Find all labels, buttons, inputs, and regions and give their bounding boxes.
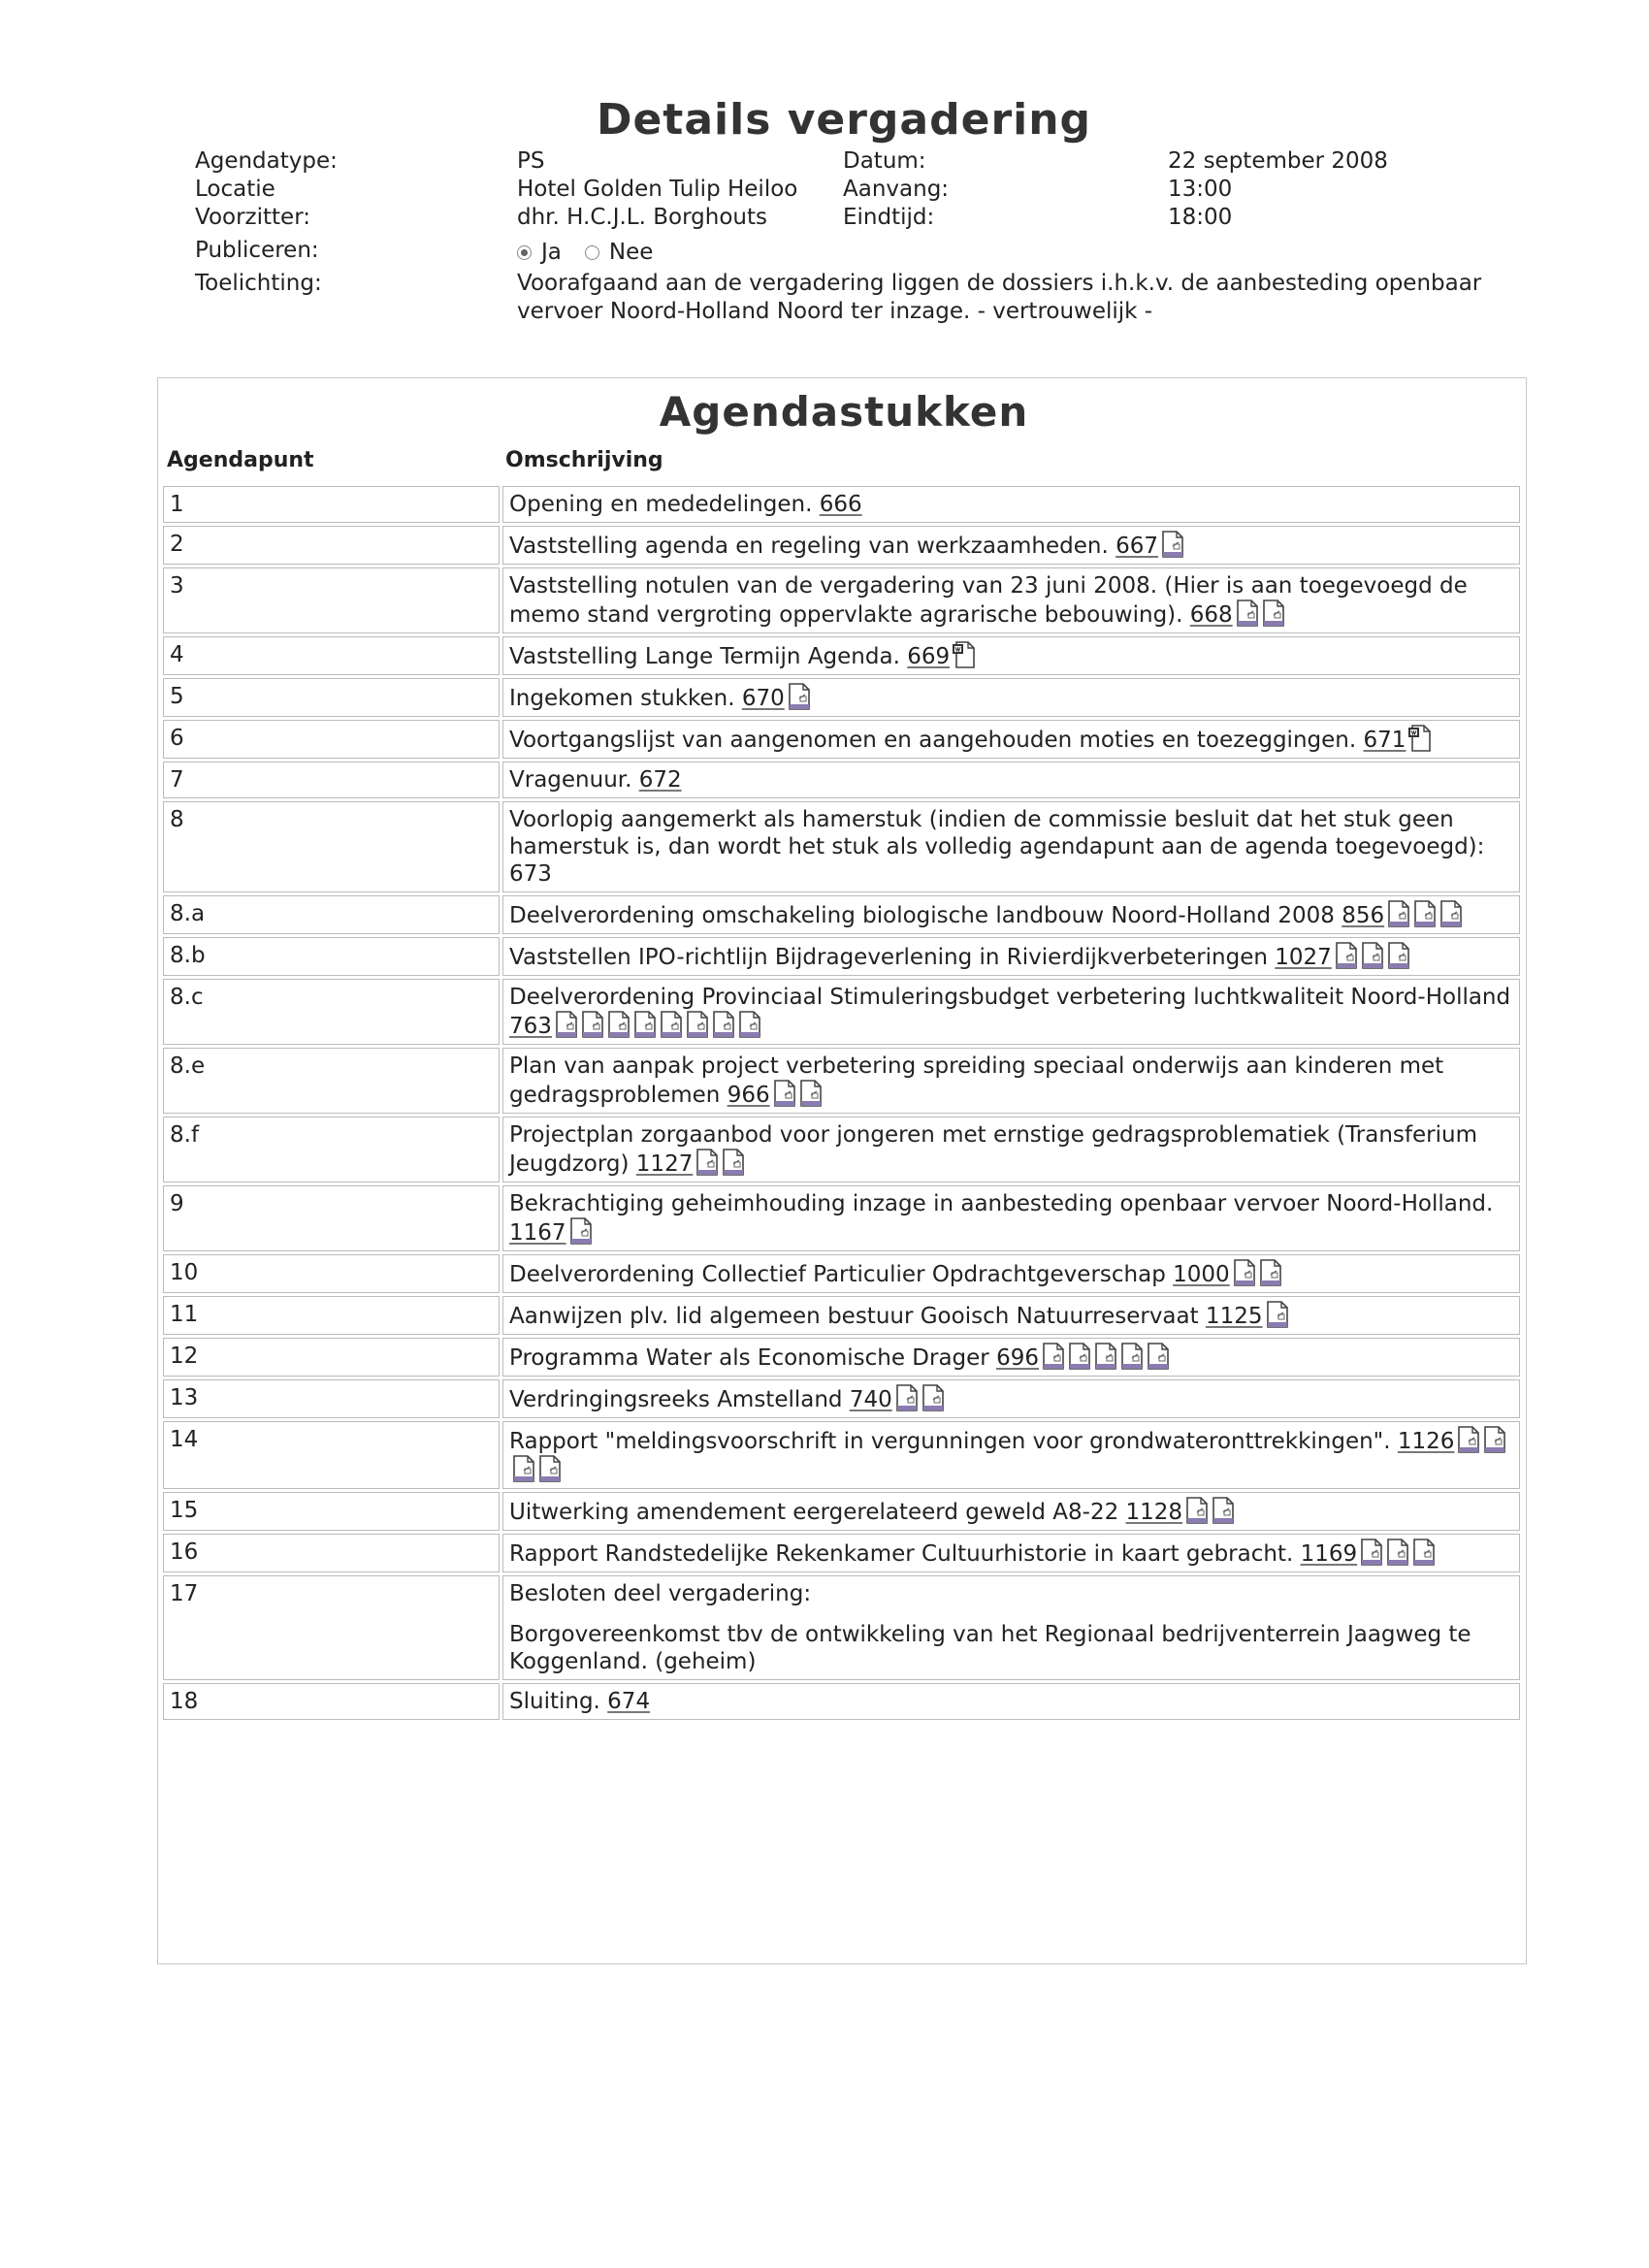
agenda-item-description [502, 526, 1520, 565]
agenda-item-link[interactable]: 1169 [1300, 1541, 1358, 1567]
agenda-item-number: 13 [163, 1379, 500, 1418]
agendatype-label: Agendatype: [195, 148, 338, 174]
pdf-document-icon[interactable] [1335, 942, 1358, 969]
agenda-item-number: 1 [163, 486, 500, 523]
table-row [163, 1185, 1520, 1251]
table-row [163, 526, 1520, 565]
table-row [163, 1492, 1520, 1531]
pdf-document-icon[interactable] [538, 1455, 562, 1482]
column-header-omschrijving: Omschrijving [505, 448, 663, 472]
agenda-item-text: Rapport Randstedelijke Rekenkamer Cultuurhistorie in kaart gebracht. [509, 1541, 1294, 1567]
agenda-item-description [502, 1534, 1520, 1572]
agenda-item-link[interactable]: 670 [741, 686, 785, 711]
agenda-item-link[interactable]: 666 [819, 492, 862, 517]
pdf-document-icon[interactable] [1412, 1539, 1436, 1566]
agenda-item-description [502, 1117, 1520, 1183]
agenda-item-text: Deelverordening Provinciaal Stimuleringsbudget verbetering luchtkwaliteit Noord-Holland [509, 985, 1511, 1010]
agenda-item-number: 5 [163, 678, 500, 717]
agenda-item-description [502, 567, 1520, 633]
publiceren-label: Publiceren: [195, 238, 319, 263]
table-row [163, 486, 1520, 523]
agenda-item-text: Besloten deel vergadering: [509, 1581, 812, 1606]
pdf-document-icon[interactable] [1386, 1539, 1409, 1566]
pdf-document-icon[interactable] [686, 1011, 709, 1038]
toelichting-label: Toelichting: [195, 271, 322, 296]
agenda-item-link[interactable]: 668 [1189, 602, 1233, 628]
pdf-document-icon[interactable] [569, 1217, 593, 1245]
agenda-item-description [502, 761, 1520, 798]
agenda-item-description [502, 979, 1520, 1045]
table-row [163, 1338, 1520, 1377]
agenda-item-number: 8.f [163, 1117, 500, 1183]
agenda-item-text: Vaststellen IPO-richtlijn Bijdrageverlening in Rivierdijkverbeteringen [509, 945, 1268, 970]
pdf-document-icon[interactable] [1387, 900, 1410, 927]
agenda-item-number: 8 [163, 801, 500, 892]
eindtijd-label: Eindtijd: [843, 205, 935, 230]
table-row [163, 895, 1520, 934]
table-row [163, 636, 1520, 675]
agenda-item-number: 18 [163, 1683, 500, 1720]
agenda-item-link[interactable]: 667 [1116, 534, 1159, 559]
agenda-item-description [502, 1575, 1520, 1680]
pdf-document-icon[interactable] [1185, 1497, 1209, 1524]
agenda-item-number: 8.c [163, 979, 500, 1045]
agenda-item-number: 3 [163, 567, 500, 633]
agenda-item-number: 17 [163, 1575, 500, 1680]
table-row [163, 1117, 1520, 1183]
word-document-icon[interactable] [1408, 725, 1432, 752]
pdf-document-icon[interactable] [895, 1384, 919, 1411]
agenda-item-link: 673 [509, 861, 552, 887]
table-row [163, 720, 1520, 759]
pdf-document-icon[interactable] [773, 1080, 796, 1107]
agenda-item-description [502, 1338, 1520, 1377]
pdf-document-icon[interactable] [1387, 942, 1410, 969]
pdf-document-icon[interactable] [1233, 1259, 1256, 1286]
pdf-document-icon[interactable] [1483, 1426, 1506, 1453]
table-row [163, 1421, 1520, 1489]
table-row [163, 1048, 1520, 1114]
pdf-document-icon[interactable] [1042, 1343, 1065, 1370]
agenda-item-text: Deelverordening Collectief Particulier Opdrachtgeverschap [509, 1262, 1166, 1287]
aanvang-label: Aanvang: [843, 177, 950, 202]
spacer [509, 1607, 1513, 1621]
agenda-item-link[interactable]: 671 [1363, 728, 1406, 753]
agenda-item-description [502, 486, 1520, 523]
agenda-item-description [502, 1254, 1520, 1293]
agenda-item-text: Verdringingsreeks Amstelland [509, 1387, 843, 1412]
agenda-item-description [502, 720, 1520, 759]
agenda-item-link[interactable]: 1167 [509, 1220, 566, 1246]
radio-ja-label: Ja [541, 240, 562, 265]
locatie-value: Hotel Golden Tulip Heiloo [517, 177, 798, 202]
radio-nee-label: Nee [608, 240, 654, 265]
pdf-document-icon[interactable] [722, 1149, 745, 1176]
page-title: Details vergadering [596, 95, 1092, 145]
datum-label: Datum: [843, 148, 926, 174]
agenda-item-description [502, 1421, 1520, 1489]
agenda-item-text: Programma Water als Economische Drager [509, 1345, 989, 1371]
agenda-item-link[interactable]: 1027 [1275, 945, 1332, 970]
pdf-document-icon[interactable] [1262, 599, 1285, 627]
agenda-item-link[interactable]: 1125 [1205, 1304, 1263, 1329]
pdf-document-icon[interactable] [788, 683, 811, 710]
pdf-document-icon[interactable] [1439, 900, 1463, 927]
agenda-item-description [502, 895, 1520, 934]
table-row [163, 1575, 1520, 1680]
agenda-item-text: Vaststelling Lange Termijn Agenda. [509, 644, 900, 669]
agenda-item-link[interactable]: 1128 [1125, 1500, 1183, 1525]
publiceren-radio-group [517, 239, 653, 267]
agenda-item-number: 8.e [163, 1048, 500, 1114]
agenda-item-description [502, 636, 1520, 675]
pdf-document-icon[interactable] [922, 1384, 945, 1411]
agenda-item-link[interactable]: 672 [638, 767, 682, 793]
agenda-item-number: 11 [163, 1296, 500, 1335]
agenda-item-text: Ingekomen stukken. [509, 686, 735, 711]
agenda-item-link[interactable]: 674 [607, 1689, 651, 1714]
column-header-agendapunt: Agendapunt [167, 448, 314, 472]
pdf-document-icon[interactable] [695, 1149, 719, 1176]
pdf-document-icon[interactable] [1360, 1539, 1383, 1566]
eindtijd-value: 18:00 [1168, 205, 1233, 230]
pdf-document-icon[interactable] [607, 1011, 630, 1038]
pdf-document-icon[interactable] [555, 1011, 578, 1038]
table-row [163, 761, 1520, 798]
agenda-item-number: 4 [163, 636, 500, 675]
agenda-item-link[interactable]: 669 [907, 644, 951, 669]
agenda-item-link[interactable]: 1126 [1397, 1429, 1455, 1454]
agenda-item-text: Plan van aanpak project verbetering spreiding speciaal onderwijs aan kinderen met gedragsproblemen [509, 1053, 1444, 1108]
aanvang-value: 13:00 [1168, 177, 1233, 202]
pdf-document-icon[interactable] [1259, 1259, 1282, 1286]
pdf-document-icon[interactable] [1266, 1301, 1289, 1328]
table-row [163, 1379, 1520, 1418]
toelichting-text: Voorafgaand aan de vergadering liggen de dossiers i.h.k.v. de aanbesteding openbaar vervoer Noord-Holland Noord ter inzage. - vertrouwelijk - [517, 271, 1482, 324]
agenda-item-description [502, 678, 1520, 717]
agenda-item-text: Rapport "meldingsvoorschrift in vergunningen voor grondwateronttrekkingen". [509, 1429, 1391, 1454]
pdf-document-icon[interactable] [1068, 1343, 1091, 1370]
agenda-item-link[interactable]: 763 [509, 1014, 552, 1039]
agenda-item-text: Bekrachtiging geheimhouding inzage in aanbesteding openbaar vervoer Noord-Holland. [509, 1191, 1494, 1216]
pdf-document-icon[interactable] [1120, 1343, 1144, 1370]
table-row [163, 1254, 1520, 1293]
pdf-document-icon[interactable] [1161, 531, 1184, 558]
voorzitter-value: dhr. H.C.J.L. Borghouts [517, 205, 767, 230]
agenda-item-text: Voorlopig aangemerkt als hamerstuk (indien de commissie besluit dat het stuk geen hamerstuk is, dan wordt het stuk als volledig agendapunt aan de agenda toegevoegd): [509, 807, 1485, 859]
agenda-item-description [502, 1185, 1520, 1251]
agenda-item-subtext: Borgovereenkomst tbv de ontwikkeling van het Regionaal bedrijventerrein Jaagweg te Koggenland. (geheim) [509, 1622, 1471, 1674]
pdf-document-icon[interactable] [633, 1011, 657, 1038]
pdf-document-icon[interactable] [1236, 599, 1259, 627]
radio-ja[interactable] [517, 245, 532, 260]
pdf-document-icon[interactable] [1413, 900, 1437, 927]
agenda-item-text: Projectplan zorgaanbod voor jongeren met ernstige gedragsproblematiek (Transferium Jeugdzorg) [509, 1122, 1477, 1177]
pdf-document-icon[interactable] [1147, 1343, 1170, 1370]
pdf-document-icon[interactable] [1361, 942, 1384, 969]
pdf-document-icon[interactable] [799, 1080, 823, 1107]
agenda-item-number: 10 [163, 1254, 500, 1293]
agenda-item-link[interactable]: 740 [849, 1387, 892, 1412]
pdf-document-icon[interactable] [581, 1011, 604, 1038]
agenda-item-number: 8.b [163, 937, 500, 976]
table-row [163, 979, 1520, 1045]
agenda-item-description [502, 937, 1520, 976]
agenda-item-description [502, 1048, 1520, 1114]
table-row [163, 678, 1520, 717]
agenda-item-description [502, 801, 1520, 892]
agenda-item-description [502, 1296, 1520, 1335]
agenda-table [160, 483, 1523, 1723]
agenda-item-text: Opening en mededelingen. [509, 492, 813, 517]
agenda-item-text: Vaststelling notulen van de vergadering van 23 juni 2008. (Hier is aan toegevoegd de memo stand vergroting oppervlakte agrarische bebouwing). [509, 573, 1468, 628]
agenda-item-description [502, 1683, 1520, 1720]
agenda-item-number: 14 [163, 1421, 500, 1489]
locatie-label: Locatie [195, 177, 275, 202]
agenda-item-number: 6 [163, 720, 500, 759]
agenda-item-number: 15 [163, 1492, 500, 1531]
pdf-document-icon[interactable] [712, 1011, 735, 1038]
agenda-item-text: Deelverordening omschakeling biologische landbouw Noord-Holland 2008 [509, 903, 1335, 928]
agenda-item-number: 2 [163, 526, 500, 565]
table-row [163, 1683, 1520, 1720]
radio-nee[interactable] [585, 245, 599, 260]
agenda-item-link[interactable]: 696 [996, 1345, 1039, 1371]
agenda-item-text: Uitwerking amendement eergerelateerd geweld A8-22 [509, 1500, 1119, 1525]
table-row [163, 937, 1520, 976]
agenda-item-number: 16 [163, 1534, 500, 1572]
agenda-item-text: Vragenuur. [509, 767, 632, 793]
word-document-icon[interactable] [953, 641, 976, 668]
pdf-document-icon[interactable] [660, 1011, 683, 1038]
agenda-item-link[interactable]: 1127 [635, 1151, 694, 1177]
agenda-item-text: Voortgangslijst van aangenomen en aangehouden moties en toezeggingen. [509, 728, 1357, 753]
agendatype-value: PS [517, 148, 545, 174]
agenda-item-text: Sluiting. [509, 1689, 600, 1714]
pdf-document-icon[interactable] [512, 1455, 535, 1482]
agenda-item-link[interactable]: 856 [1342, 903, 1385, 928]
table-row [163, 1534, 1520, 1572]
agenda-item-number: 9 [163, 1185, 500, 1251]
agenda-item-link[interactable]: 1000 [1173, 1262, 1230, 1287]
pdf-document-icon[interactable] [1212, 1497, 1235, 1524]
agenda-item-text: Aanwijzen plv. lid algemeen bestuur Gooisch Natuurreservaat [509, 1304, 1199, 1329]
voorzitter-label: Voorzitter: [195, 205, 310, 230]
pdf-document-icon[interactable] [1094, 1343, 1117, 1370]
agenda-title: Agendastukken [659, 388, 1029, 436]
datum-value: 22 september 2008 [1168, 148, 1388, 174]
agenda-item-link[interactable]: 966 [727, 1083, 770, 1108]
agenda-item-description [502, 1492, 1520, 1531]
table-row [163, 567, 1520, 633]
agenda-item-number: 7 [163, 761, 500, 798]
agenda-item-description [502, 1379, 1520, 1418]
table-row [163, 801, 1520, 892]
pdf-document-icon[interactable] [1457, 1426, 1480, 1453]
table-row [163, 1296, 1520, 1335]
agenda-item-number: 12 [163, 1338, 500, 1377]
agenda-item-text: Vaststelling agenda en regeling van werkzaamheden. [509, 534, 1109, 559]
agenda-item-number: 8.a [163, 895, 500, 934]
pdf-document-icon[interactable] [738, 1011, 761, 1038]
